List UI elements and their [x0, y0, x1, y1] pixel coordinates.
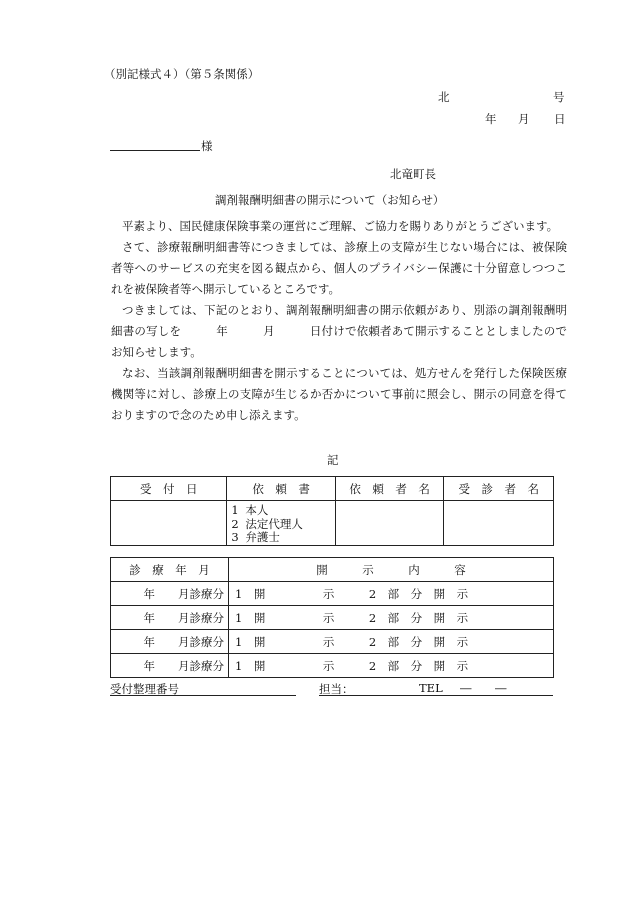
- ki-heading: 記: [327, 453, 339, 467]
- disclosure-option-cell[interactable]: 1 開 示 2 部 分 開 示: [229, 606, 554, 630]
- disclosure-option-cell[interactable]: 1 開 示 2 部 分 開 示: [229, 630, 554, 654]
- contact-line[interactable]: [319, 695, 553, 696]
- request-table: [110, 476, 554, 546]
- reception-date-cell[interactable]: [111, 501, 227, 546]
- receipt-number-label: 受付整理番号: [110, 682, 179, 696]
- paragraph-consent: なお、当該調剤報酬明細書を開示することについては、処方せんを発行した保険医療機関等に対し、診療上の支障が生じるか否かについて事前に照会し、開示の同意を得ておりますので念のため申し添えます。: [111, 366, 567, 422]
- header-patient-name: 受 診 者 名: [444, 477, 554, 501]
- sender-name: 北竜町長: [390, 167, 436, 181]
- header-requester-name: 依 頼 者 名: [335, 477, 444, 501]
- requester-type-item: 2 法定代理人: [231, 516, 303, 531]
- recipient-name-line: [110, 150, 200, 151]
- header-reception-date: 受 付 日: [111, 477, 227, 501]
- doc-number-suffix: 号: [553, 90, 565, 104]
- receipt-number-line[interactable]: [110, 695, 296, 696]
- disclosure-row: [111, 582, 554, 606]
- disclosure-row: [111, 630, 554, 654]
- requester-type-cell: [227, 501, 335, 546]
- patient-name-cell[interactable]: [444, 501, 554, 546]
- tel-dash: ―: [460, 681, 472, 695]
- disclosure-table-header: [111, 558, 554, 582]
- disclosure-row: [111, 654, 554, 678]
- paragraph-background: さて、診療報酬明細書等につきましては、診療上の支障が生じない場合には、被保険者等へのサービスの充実を図る観点から、個人のプライバシー保護に十分留意しつつこれを被保険者等へ開示しているところです。: [111, 240, 567, 296]
- requester-type-item: 1 本人: [231, 503, 269, 517]
- request-table-row: [111, 501, 554, 546]
- disclosure-option-cell[interactable]: 1 開 示 2 部 分 開 示: [229, 654, 554, 678]
- form-reference: （別記様式４）（第５条関係）: [104, 67, 260, 81]
- recipient-suffix: 様: [201, 139, 213, 153]
- disclosure-table: [110, 557, 554, 678]
- header-disclosure-content: 開 示 内 容: [229, 558, 554, 582]
- date-day-label: 日: [554, 112, 566, 126]
- document-title: 調剤報酬明細書の開示について（お知らせ）: [215, 193, 445, 207]
- header-request-form: 依 頼 書: [227, 477, 335, 501]
- disclosure-row: [111, 606, 554, 630]
- doc-number-prefix: 北: [438, 90, 450, 104]
- requester-type-list: [227, 501, 334, 545]
- treatment-period-cell[interactable]: 年 月診療分: [111, 654, 229, 678]
- date-month-label: 月: [518, 112, 530, 126]
- tel-label: TEL: [419, 681, 443, 695]
- contact-person-label: 担当：: [319, 682, 354, 696]
- tel-dash: ―: [495, 681, 507, 695]
- paragraph-greeting: 平素より、国民健康保険事業の運営にご理解、ご協力を賜りありがとうございます。: [122, 219, 559, 233]
- requester-type-item: 3 弁護士: [231, 530, 280, 544]
- disclosure-option-cell[interactable]: 1 開 示 2 部 分 開 示: [229, 582, 554, 606]
- paragraph-notice: つきましては、下記のとおり、調剤報酬明細書の開示依頼があり、別添の調剤報酬明細書の写しを 年 月 日付けで依頼者あて開示することとしましたのでお知らせします。: [111, 303, 567, 359]
- date-year-label: 年: [485, 112, 497, 126]
- request-table-header: [111, 477, 554, 501]
- treatment-period-cell[interactable]: 年 月診療分: [111, 582, 229, 606]
- treatment-period-cell[interactable]: 年 月診療分: [111, 606, 229, 630]
- treatment-period-cell[interactable]: 年 月診療分: [111, 630, 229, 654]
- requester-name-cell[interactable]: [335, 501, 444, 546]
- header-treatment-period: 診 療 年 月: [111, 558, 229, 582]
